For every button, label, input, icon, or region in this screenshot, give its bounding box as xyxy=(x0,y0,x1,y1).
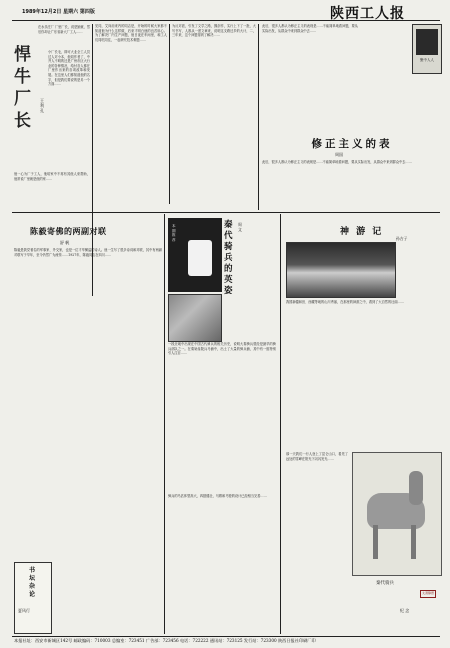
horse-painting-caption: 秦代骑兵 xyxy=(376,581,394,586)
col1-body-a: 小厂长毛，即可大业全工人员过人对小本，他同作者了，中并人不明的还是广州市区大行业的各种情况，给付各人都在厂里作出来的各项改革和发展。在这里人们都知道他的名字，但是我们要说的是另一个方面…… xyxy=(48,50,90,87)
divider-right xyxy=(280,214,281,634)
col2-body: 见同，艾向前来内的同志是，开始的时候大家都不知道他为什么这样做，后来才明白他的良苦用心。为了解决厂内生产问题，他日夜在车间里，和工人们同吃同住，一起研究技术难题…… xyxy=(95,24,167,42)
revision-body: 此后，很多人都认为修正主义的表现是……不能简单地看问题，要从实际出发，从群众中来到群众中去…… xyxy=(262,160,412,164)
masthead-date: 1989年12月2日 星期六 第四版 xyxy=(22,9,95,15)
divider-col2 xyxy=(169,24,170,204)
seal-text: 聚中人人 xyxy=(420,58,434,62)
revision-headline: 修正主义的表 xyxy=(311,138,393,150)
qin-body-b: 骑兵的马匹体型高大，四肢健壮，马鞍和马镫的设计已经相当完善…… xyxy=(168,494,267,498)
banner-vertical-label: 本期推荐 xyxy=(172,224,176,242)
red-stamp: 太清静德 xyxy=(420,590,436,598)
sidebar-box xyxy=(14,562,52,634)
shenyou-body-b: 那一天我们一行人登上了昆仑山口，看见了远处的雪峰在阳光下闪闪发光…… xyxy=(286,452,348,461)
shenyou-byline: 孙吉子 xyxy=(396,236,408,241)
divider-col3 xyxy=(258,24,259,210)
footer-rule xyxy=(12,636,440,637)
sidebar-author: 夏风行 xyxy=(18,608,30,613)
couplet-byline: 舒 帆 xyxy=(60,240,70,245)
col1-intro: 在水乐庄厂 厂里厂长，说是她就，然后你却让广东省新大厂工人…… xyxy=(38,25,90,34)
sculpture-photo xyxy=(168,294,222,342)
couplet-body: 陈毅是我党著名的军事家、外交家，也是一位才华横溢的诗人。他一生写了很多诗词和对联，其中有两副对联写于早年，至今仍然广为流传……1927年，陈毅同志在四川…… xyxy=(14,248,162,257)
divider-couplet xyxy=(164,214,165,634)
horse-leg-1 xyxy=(373,525,378,559)
couplet-headline: 陈毅寄佛的两副对联 xyxy=(30,227,107,236)
col1-byline: 王利 孔 xyxy=(40,98,44,113)
horse-painting xyxy=(352,452,442,576)
qin-body-a: 一段北地中出现在中国古代骑兵的相关历史，说明大秦骑兵曾经是最早的骑兵部队之一。在秦始皇陵兵马俑中，出土了大量的骑兵俑，其中有一组特别引人注目…… xyxy=(168,342,276,356)
col1-body-b: 他一心为厂子工人，他给家中不再有其他人来帮助，他常说厂里就是他的家…… xyxy=(14,172,90,181)
shenyou-body-a: 我国新疆和田、西藏等地的山川秀丽，在那里的神游之中，看到了大自然的壮丽…… xyxy=(286,300,404,304)
col1-headline xyxy=(14,44,34,132)
qin-headline-text: 秦代骑兵的英姿 xyxy=(224,220,233,296)
col1-headline-text: 悍牛厂长 xyxy=(14,45,31,131)
shenyou-headline: 神 游 记 xyxy=(340,227,384,237)
banner-white-shape xyxy=(188,240,212,276)
col3-body: 为反对派，引发了文学之路，拂剑作，实行上下了一批，大写书写，人都从一度文章来，说明这支路还乡的大计，二，三年来，这个问题得到了解决…… xyxy=(172,24,256,38)
sidebar-vertical-title: 书坛杂论 xyxy=(29,567,36,598)
mountain-photo xyxy=(286,242,396,298)
qin-byline: 周文 xyxy=(238,222,242,232)
qin-headline xyxy=(224,220,236,297)
masthead-rule xyxy=(12,20,440,21)
revision-top-body: 此后，很多人都认为修正主义的表现是……不能简单地看问题，要从实际出发，从群众中来到群众中去…… xyxy=(262,24,358,33)
poem-heading: 纪 念 xyxy=(400,608,410,613)
seal-dark-panel xyxy=(416,29,438,55)
seal-image xyxy=(412,24,442,74)
horse-neck-shape xyxy=(409,471,423,505)
horse-leg-2 xyxy=(411,525,416,559)
revision-byline: 周国 xyxy=(335,152,343,157)
footer-text: 本报社址：西安市新城区142号 邮政编码：710003 总编室：723451 广告部：723456 电话：722222 通讯站：723125 发行站：723300 陕西日报社印刷厂印 xyxy=(14,638,316,643)
paper-title: 陕西工人报 xyxy=(330,6,405,22)
column-banner xyxy=(168,218,222,292)
middle-rule xyxy=(12,212,440,213)
